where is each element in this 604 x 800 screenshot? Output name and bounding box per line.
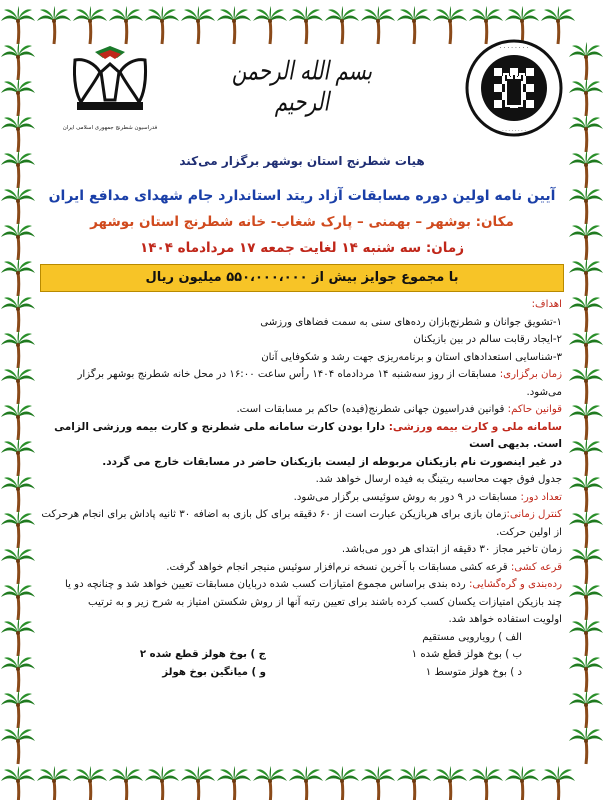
federation-emblem-icon — [65, 38, 155, 120]
palm-tree-icon — [569, 438, 603, 476]
palm-tree-icon — [1, 654, 35, 692]
palm-tree-icon — [1, 726, 35, 764]
rules-text: قوانین فدراسیون جهانی شطرنج(فیده) حاکم بر مسابقات است. — [236, 404, 508, 415]
goal-item: ۲-ایجاد رقابت سالم در بین بازیکنان — [413, 334, 562, 345]
registration-row — [40, 419, 562, 454]
palm-tree-icon — [469, 766, 503, 800]
palm-tree-icon — [569, 186, 603, 224]
palm-tree-icon — [569, 366, 603, 404]
palm-tree-icon — [541, 766, 575, 800]
palm-tree-icon — [1, 618, 35, 656]
palm-tree-icon — [1, 150, 35, 188]
bismillah-text: بسم الله الرحمن الرحیم — [231, 54, 373, 118]
bushehr-chess-board-logo — [464, 38, 564, 138]
svg-text:· · · · · · · ·: · · · · · · · · — [502, 128, 526, 134]
registration-text-cont: در غیر اینصورت نام بازیکنان مربوطه از لیست بازیکنان حاضر در مسابقات خارج می گردد. — [102, 455, 562, 468]
ranking-text-cont: اولویت استفاده خواهد شد. — [448, 614, 562, 625]
palm-tree-icon — [1, 546, 35, 584]
tiebreak-list — [40, 646, 562, 681]
palm-tree-icon — [569, 330, 603, 368]
palm-tree-icon — [1, 474, 35, 512]
registration-label: سامانه ملی و کارت بیمه ورزشی: — [388, 420, 562, 433]
palm-tree-icon — [1, 510, 35, 548]
palm-tree-icon — [569, 582, 603, 620]
palm-tree-icon — [1, 330, 35, 368]
federation-caption: فدراسیون شطرنج جمهوری اسلامی ایران — [62, 125, 158, 131]
organizer-line: هیات شطرنج استان بوشهر برگزار می‌کند — [179, 154, 425, 168]
goals-label: اهداف: — [531, 299, 562, 310]
palm-tree-icon — [325, 766, 359, 800]
ranking-row — [40, 576, 562, 594]
time-control-text-cont: از اولین حرکت. — [496, 526, 562, 538]
time-control-label: کنترل زمانی: — [506, 509, 562, 520]
palm-tree-icon — [569, 654, 603, 692]
rating-note: جدول فوق جهت محاسبه ریتینگ به فیده ارسال خواهد شد. — [315, 474, 562, 485]
palm-tree-icon — [1, 6, 35, 44]
schedule-row — [40, 366, 562, 401]
svg-text:· · · · · · · ·: · · · · · · · · — [499, 45, 529, 52]
tiebreak-a: الف ) رویارویی مستقیم — [422, 631, 522, 643]
chess-federation-logo — [60, 38, 160, 132]
palm-tree-icon — [217, 766, 251, 800]
palm-tree-icon — [1, 42, 35, 80]
bismillah-calligraphy — [210, 52, 394, 122]
palm-tree-icon — [361, 766, 395, 800]
palm-tree-icon — [569, 726, 603, 764]
palm-tree-icon — [1, 438, 35, 476]
palm-tree-icon — [1, 582, 35, 620]
draw-row — [40, 559, 562, 577]
palm-tree-icon — [569, 114, 603, 152]
palm-tree-icon — [253, 766, 287, 800]
document-page — [40, 30, 564, 770]
rounds-text: مسابقات در ۹ دور به روش سوئیسی برگزار می‌شود. — [293, 491, 521, 503]
palm-tree-icon — [1, 690, 35, 728]
datetime-line: زمان: سه شنبه ۱۴ لغایت جمعه ۱۷ مردادماه ۱۴۰۴ — [140, 240, 464, 256]
palm-tree-icon — [1, 402, 35, 440]
palm-tree-icon — [569, 510, 603, 548]
schedule-text: مسابقات از روز سه‌شنبه ۱۴ مردادماه ۱۴۰۴ رأس ساعت ۱۶:۰۰ در محل خانه شطرنج بوشهر برگزار می‌شود. — [77, 369, 562, 398]
palm-tree-icon — [1, 186, 35, 224]
ranking-label: رده‌بندی و گره‌گشایی: — [468, 579, 562, 590]
palm-tree-icon — [569, 546, 603, 584]
prize-banner: با مجموع جوایز بیش از ۵۵۰،۰۰۰،۰۰۰ میلیون ریال — [40, 264, 564, 292]
palm-tree-icon — [569, 618, 603, 656]
schedule-label: زمان برگزاری: — [499, 369, 562, 380]
registration-text: دارا بودن کارت سامانه ملی شطرنج و کارت بیمه ورزشی الزامی است. بدیهی است — [54, 420, 562, 450]
delay-row: زمان تاخیر مجاز ۳۰ دقیقه از ابتدای هر دور می‌باشد. — [341, 544, 562, 555]
palm-tree-icon — [1, 366, 35, 404]
goal-item: ۱-تشویق جوانان و شطرنج‌بازان رده‌های سنی به سمت فضاهای ورزشی — [260, 316, 562, 328]
palm-tree-icon — [569, 474, 603, 512]
palm-tree-icon — [73, 766, 107, 800]
palm-tree-icon — [397, 766, 431, 800]
palm-tree-icon — [289, 766, 323, 800]
palm-tree-icon — [1, 294, 35, 332]
tiebreak-b: ب ) بوخ هولز قطع شده ۱ — [411, 649, 522, 660]
ranking-text-cont: چند بازیکن امتیازات یکسان کسب کرده باشند برای تعیین رتبه آنها از روش شکستن امتیاز به شرح زیر و به ترتیب — [88, 596, 562, 608]
rules-row — [40, 401, 562, 419]
palm-tree-icon — [109, 766, 143, 800]
palm-tree-icon — [569, 150, 603, 188]
palm-tree-icon — [569, 258, 603, 296]
rounds-label: تعداد دور: — [520, 491, 562, 503]
tiebreak-c: ج ) بوخ هولز قطع شده ۲ — [139, 649, 266, 660]
palm-tree-icon — [1, 766, 35, 800]
tiebreak-d: د ) بوخ هولز متوسط ۱ — [425, 666, 522, 678]
rules-label: قوانین حاکم: — [507, 404, 562, 415]
palm-tree-icon — [569, 402, 603, 440]
palm-tree-icon — [505, 766, 539, 800]
palm-tree-icon — [1, 78, 35, 116]
palm-tree-icon — [569, 690, 603, 728]
time-control-text: زمان بازی برای هربازیکن عبارت است از ۶۰ دقیقه برای کل بازی به اضافه ۳۰ ثانیه پاداش برای انجام هرحرکت — [41, 509, 507, 520]
regulation-body — [40, 296, 564, 681]
location-line: مکان: بوشهر – بهمنی – پارک شغاب- خانه شطرنج استان بوشهر — [90, 214, 514, 230]
header — [40, 30, 564, 140]
palm-tree-icon — [433, 766, 467, 800]
palm-tree-icon — [145, 766, 179, 800]
palm-tree-icon — [37, 766, 71, 800]
draw-text: قرعه کشی مسابقات با آخرین نسخه نرم‌افزار سوئیس منیجر انجام خواهد گرفت. — [166, 561, 511, 573]
palm-tree-icon — [1, 258, 35, 296]
palm-tree-icon — [1, 222, 35, 260]
palm-tree-icon — [569, 294, 603, 332]
regulation-title: آیین نامه اولین دوره مسابقات آزاد ریتد استاندارد جام شهدای مدافع ایران — [48, 188, 556, 204]
palm-tree-icon — [1, 114, 35, 152]
palm-tree-icon — [569, 222, 603, 260]
ranking-text: رده بندی براساس مجموع امتیازات کسب شده دربایان مسابقات تعیین خواهد شد و چنانچه دو یا — [65, 579, 469, 590]
palm-tree-icon — [181, 766, 215, 800]
goal-item: ۳-شناسایی استعدادهای استان و برنامه‌ریزی جهت رشد و شکوفایی آنان — [261, 351, 562, 363]
tiebreak-e: و ) میانگین بوخ هولز — [162, 666, 266, 678]
draw-label: قرعه کشی: — [510, 561, 562, 573]
palm-tree-icon — [569, 78, 603, 116]
rounds-row — [40, 489, 562, 507]
palm-tree-icon — [569, 42, 603, 80]
time-control-row — [40, 506, 562, 524]
